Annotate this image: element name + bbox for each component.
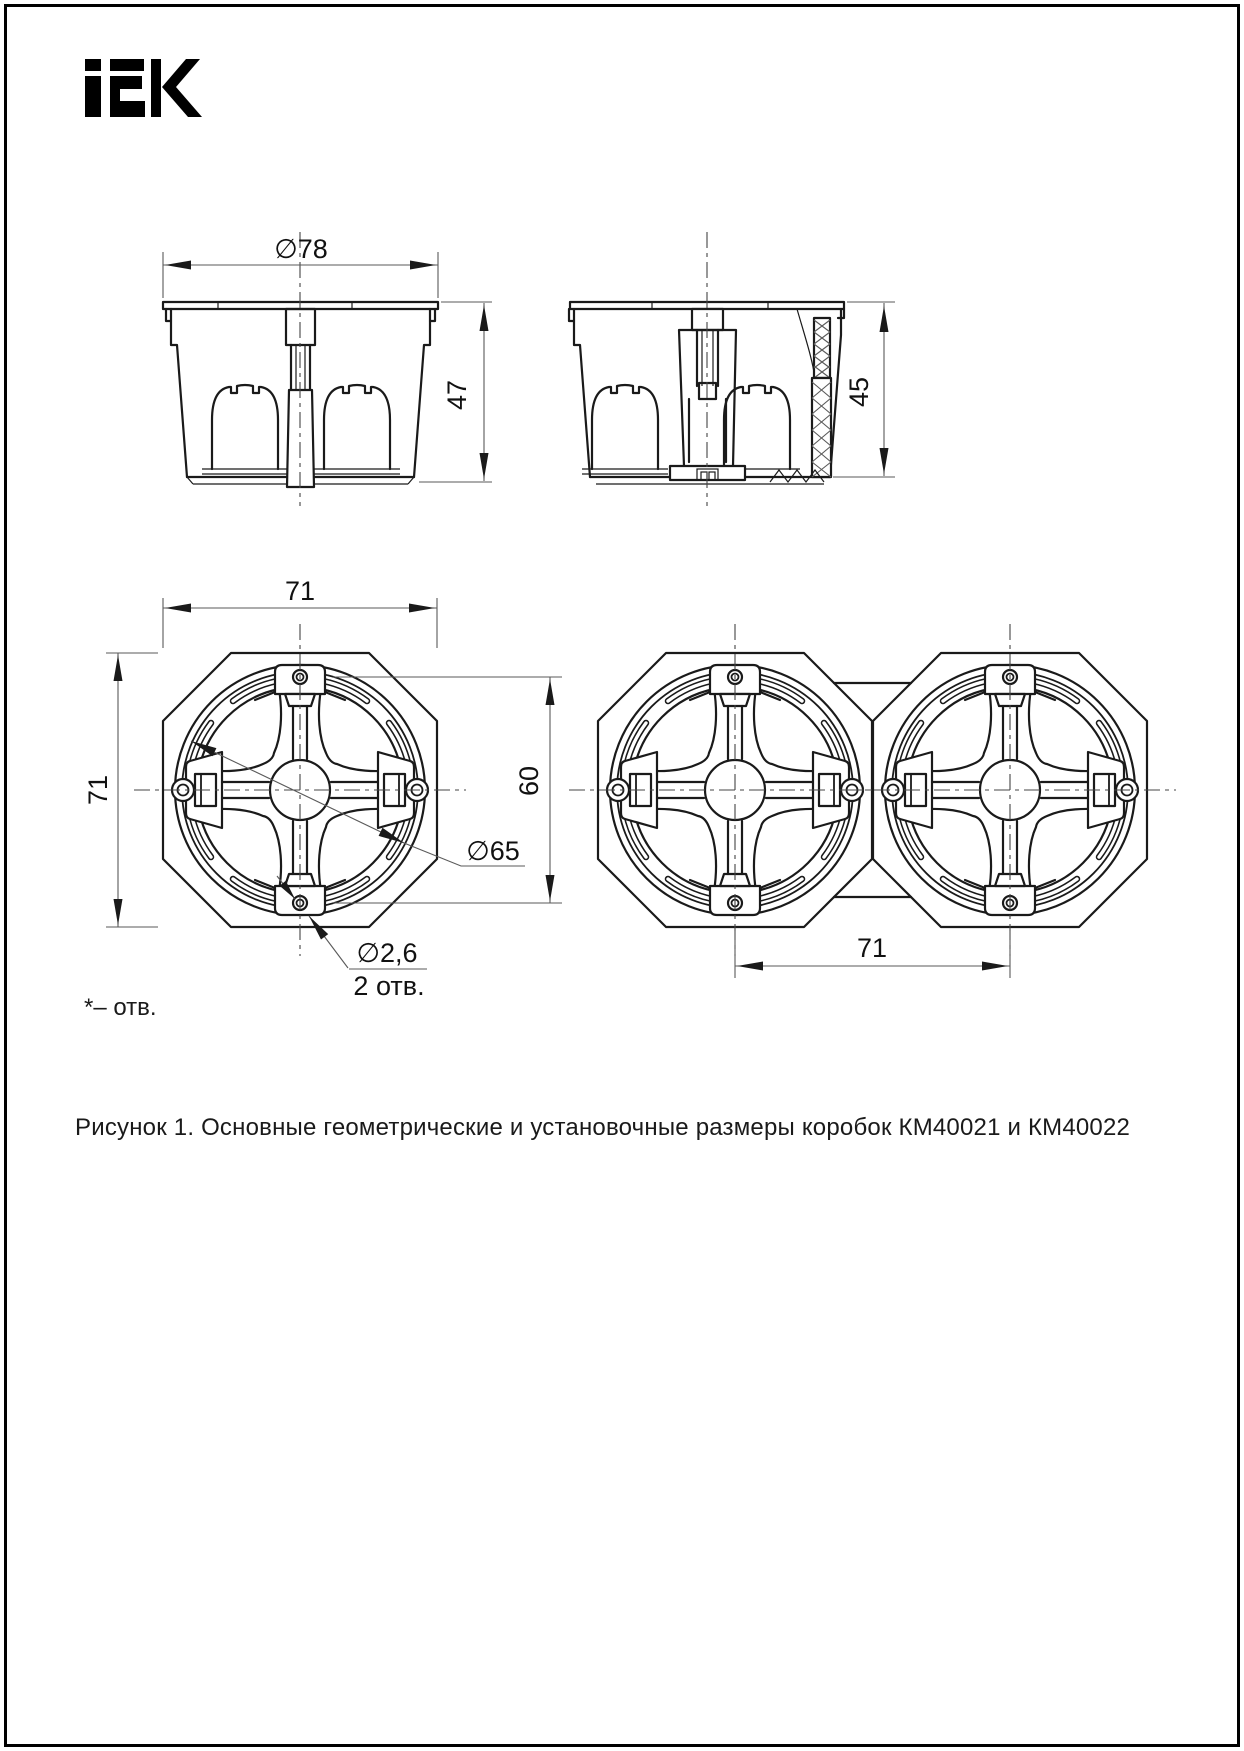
dim-inner-diameter: ∅65 xyxy=(466,836,520,866)
side-view-single xyxy=(163,232,492,506)
top-view-single xyxy=(83,576,562,1001)
mounting-box-outline xyxy=(134,624,466,956)
dim-box-height: 47 xyxy=(442,379,472,411)
dim-box-width: 71 xyxy=(284,576,316,606)
dim-center-spacing: 71 xyxy=(856,933,888,963)
dim-box-depth: 45 xyxy=(844,376,874,408)
dim-box-height-top: 71 xyxy=(83,774,113,806)
dim-screw-hole-count: 2 отв. xyxy=(353,971,425,1001)
dim-screw-hole-diameter: ∅2,6 xyxy=(356,938,418,968)
figure-caption: Рисунок 1. Основные геометрические и установочные размеры коробок КМ40021 и КМ40022 xyxy=(75,1114,1131,1141)
footnote: *– отв. xyxy=(84,994,157,1021)
dim-hole-spacing: 60 xyxy=(514,765,544,797)
dim-flange-diameter: ∅78 xyxy=(274,234,328,264)
mounting-box-right xyxy=(844,624,1176,956)
side-view-section xyxy=(569,232,895,506)
top-view-double xyxy=(569,624,1176,978)
